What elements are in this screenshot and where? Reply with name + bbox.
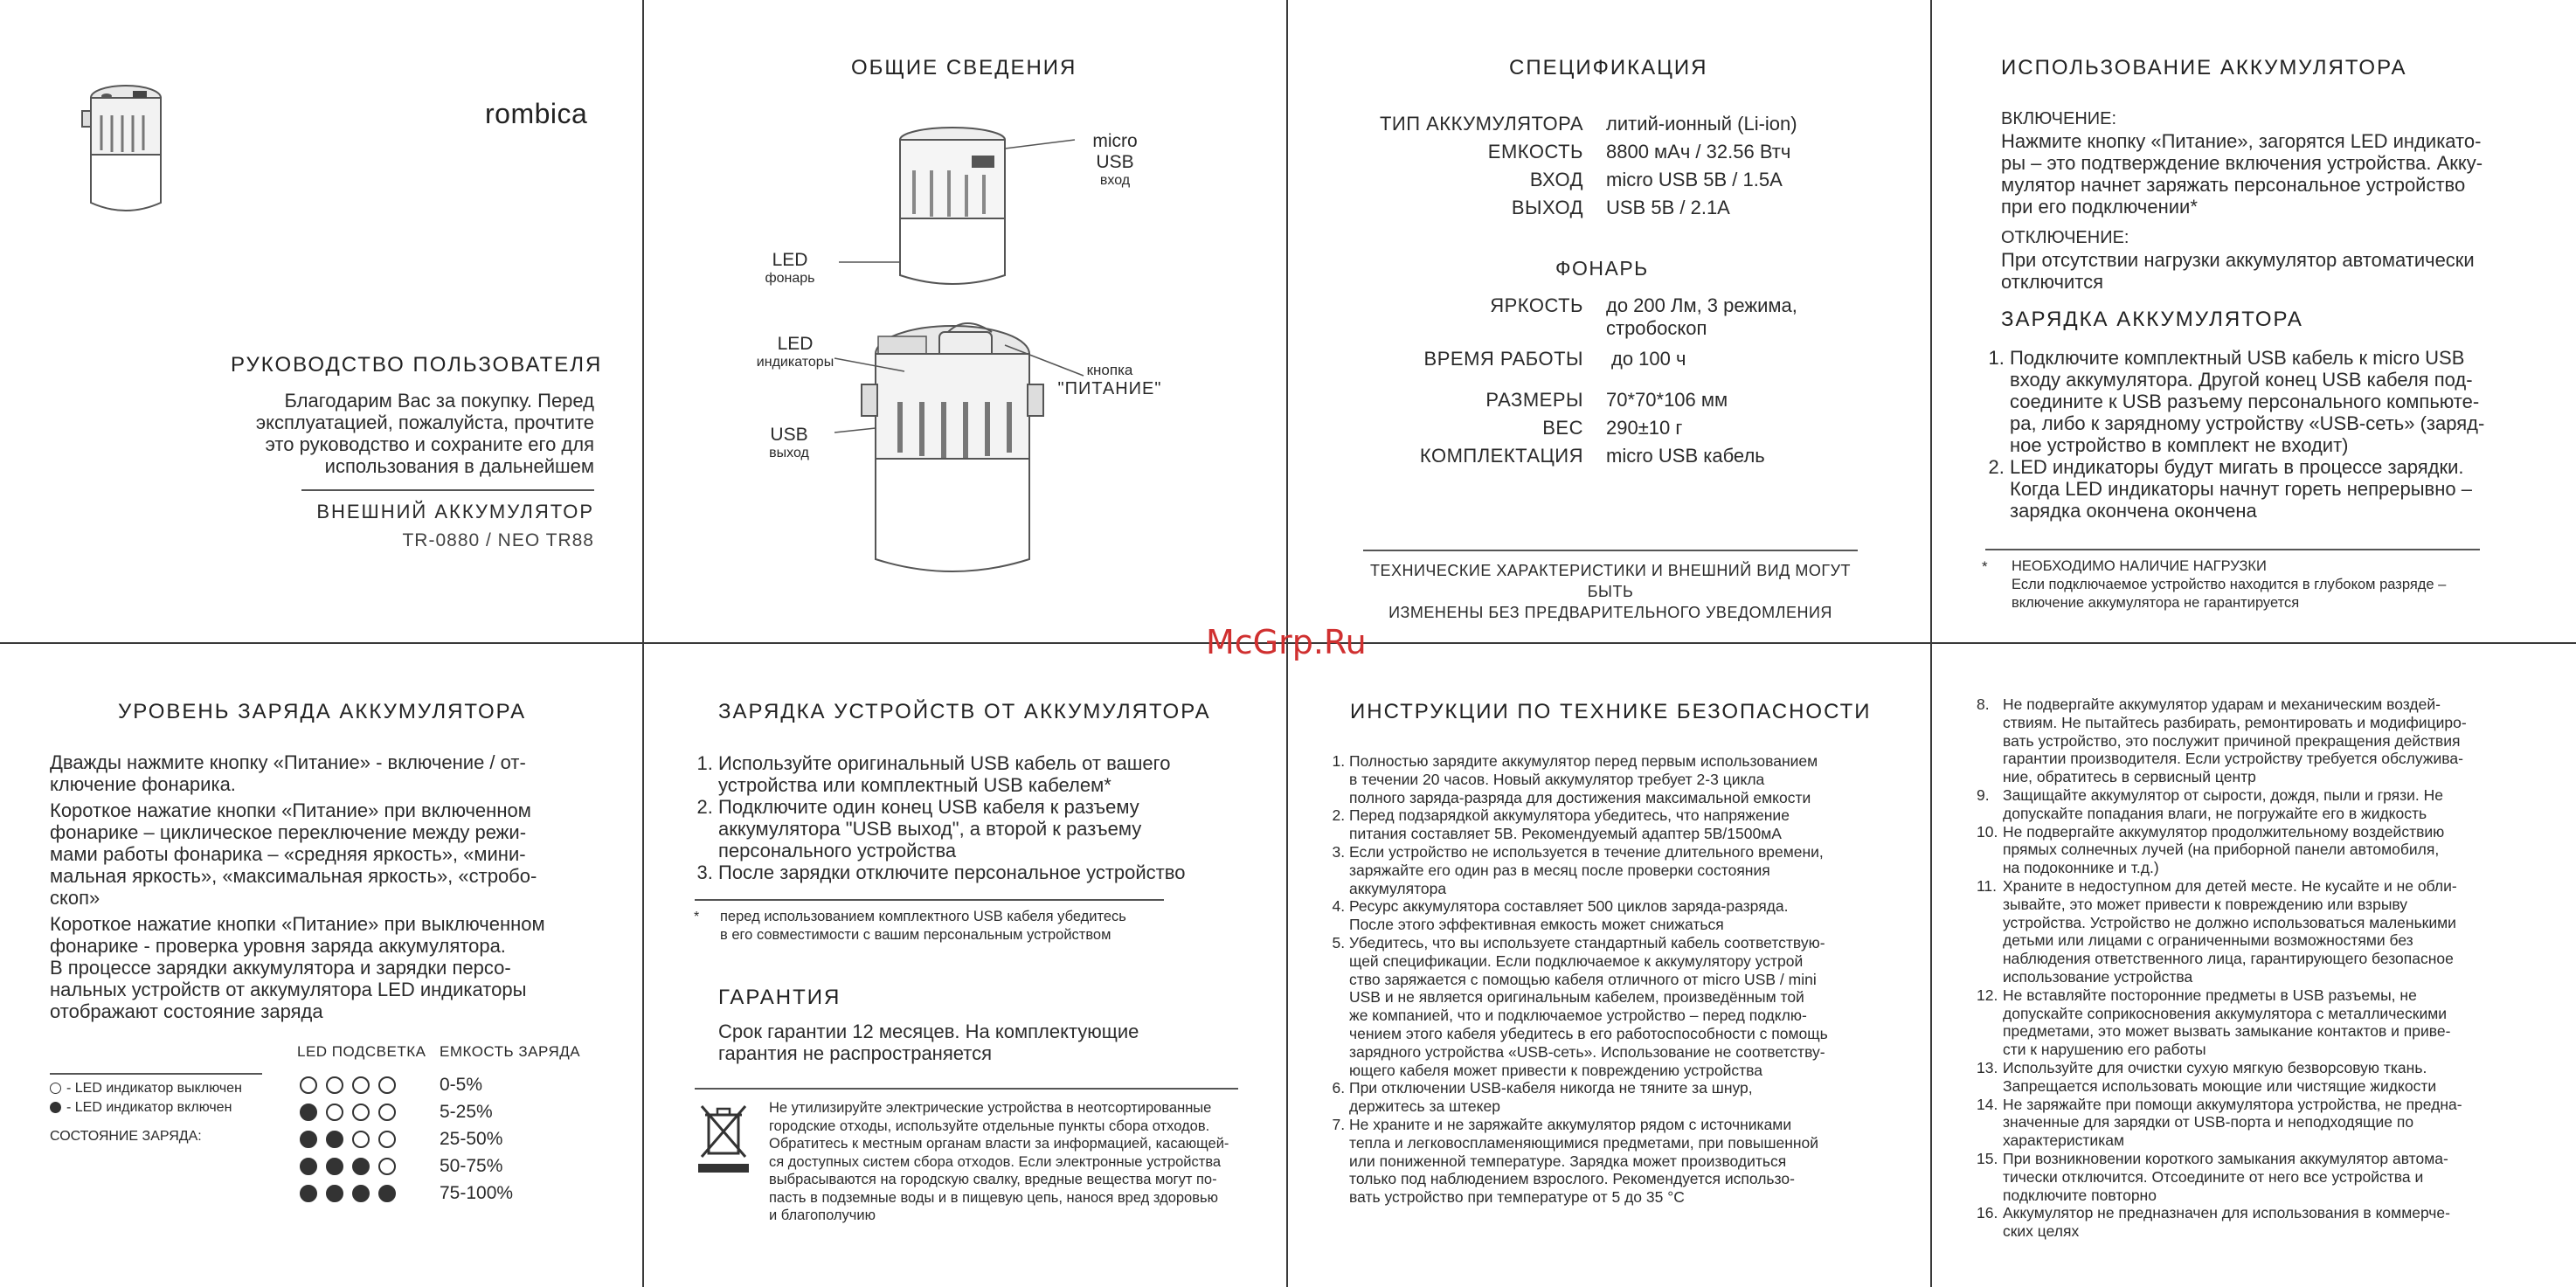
led-on-icon: [326, 1131, 343, 1148]
list-item: 4. Ресурс аккумулятора составляет 500 циклов заряда-разряда. После этого эффективная емкость может снижаться: [1349, 897, 1926, 934]
list-item: 2. Подключите один конец USB кабеля к разъему аккумулятора "USB выход", а второй к разъему персонального устройства: [718, 796, 1269, 861]
devices-title: ЗАРЯДКА УСТРОЙСТВ ОТ АККУМУЛЯТОРА: [718, 700, 1211, 723]
devices-footnote: перед использованием комплектного USB кабеля убедитесь в его совместимости с вашим персональным устройством: [720, 909, 1126, 943]
led-off-icon: [352, 1104, 370, 1121]
warranty-title: ГАРАНТИЯ: [718, 986, 841, 1009]
divider: [695, 1088, 1238, 1090]
led-on-icon: [326, 1158, 343, 1175]
product-name: ВНЕШНИЙ АККУМУЛЯТОР: [316, 501, 594, 522]
usage-footnote: НЕОБХОДИМО НАЛИЧИЕ НАГРУЗКИ Если подключаемое устройство находится в глубоком разряде – включение аккумулятора не гарантируется: [2012, 558, 2447, 611]
list-number: 8.: [1977, 695, 1990, 713]
capacity-value: 25-50%: [440, 1128, 503, 1149]
led-on-icon: [352, 1185, 370, 1202]
safety-list-continued: [1977, 695, 2545, 1241]
recycle-text: Не утилизируйте электрические устройства в неотсортированные городские отходы, используйте отдельные пункты сбора отходов. Обратитесь к местным органам власти за информацией, касающей- ся доступных систем сбора отходов. Если электронные устройства выбрасываются на городскую свалку, вредные вещества могут по- пасть в подземные воды и в пищевую цепь, нанося вред здоровью и благополучию: [769, 1100, 1229, 1223]
spec-row: КОМПЛЕКТАЦИЯ micro USB кабель: [1419, 445, 1765, 467]
col-led: LED ПОДСВЕТКА: [297, 1043, 426, 1060]
led-on-icon: [326, 1185, 343, 1202]
list-item: 13. Используйте для очистки сухую мягкую безворсовую ткань. Запрещается использовать моющие или чистящие жидкости: [1977, 1058, 2437, 1095]
usage-title: ИСПОЛЬЗОВАНИЕ АККУМУЛЯТОРА: [2001, 56, 2407, 80]
list-number: 15.: [1977, 1149, 1998, 1167]
capacity-value: 0-5%: [440, 1074, 483, 1095]
spec-row: ВЫХОД USB 5В / 2.1А: [1511, 197, 1730, 218]
col-capacity: ЕМКОСТЬ ЗАРЯДА: [440, 1043, 581, 1060]
led-on-icon: [300, 1158, 317, 1175]
led-on-icon: [300, 1104, 317, 1121]
list-item: 3. Если устройство не используется в течение длительного времени, заряжайте его один раз в месяц после проверки состояния аккумулятора: [1349, 843, 1926, 897]
list-item: 7. Не храните и не заряжайте аккумулятор рядом с источниками тепла и легковоспламеняющимися предметами, при повышенной или пониженной температуре. Зарядка может производиться только под наблюдением взрослого. Рекомендуется использо- вать устройство при температуре от 5 до 35 °С: [1349, 1116, 1926, 1207]
usage-off: ОТКЛЮЧЕНИЕ: При отсутствии нагрузки аккумулятор автоматически отключится: [2001, 228, 2475, 293]
list-item: 5. Убедитесь, что вы используете стандартный кабель соответствую- щей спецификации. Если подключаемое к аккумулятору устрой ство заряжается с помощью кабеля отличного от micro USB / mini USB и не является оригинальным кабелем, произведённым той же компанией, что и подключаемое устройство – перед подклю- чением этого кабеля убедитесь в его работоспособности с помощь зарядного устройства «USB-сеть». Использование не соответству- ющего кабеля может привести к повреждению устройства: [1349, 934, 1926, 1079]
led-on-icon: [300, 1185, 317, 1202]
list-item: 8. Не подвергайте аккумулятор ударам и механическим воздей- ствиям. Не пытайтесь разбирать, ремонтировать и модифициро- вать устройство, это послужит причиной прекращения действия гарантии производителя. Если устройству требуется обслужива- ние, обратитесь в сервисный центр: [1977, 695, 2467, 786]
charging-steps: [1984, 347, 2560, 522]
safety-title: ИНСТРУКЦИИ ПО ТЕХНИКЕ БЕЗОПАСНОСТИ: [1350, 700, 1872, 723]
list-item: 11. Храните в недоступном для детей месте. Не кусайте и не обли- зывайте, это может привести к повреждению или взрыву устройства. Устройство не должно использоваться маленькими детьми или лицами с ограниченными возможностями без наблюдения ответственного лица, гарантирующего безопасное использование устройства: [1977, 876, 2457, 986]
led-off-icon: [378, 1076, 396, 1094]
spec-row: ЕМКОСТЬ 8800 мАч / 32.56 Втч: [1487, 141, 1791, 163]
list-item: 1. Используйте оригинальный USB кабель от вашего устройства или комплектный USB кабелем*: [718, 752, 1269, 796]
manual-title: РУКОВОДСТВО ПОЛЬЗОВАТЕЛЯ: [231, 353, 603, 377]
charge-state-label: СОСТОЯНИЕ ЗАРЯДА:: [50, 1129, 202, 1144]
capacity-value: 75-100%: [440, 1182, 514, 1203]
list-item: 1. Полностью зарядите аккумулятор перед первым использованием в течении 20 часов. Новый аккумулятор требует 2-3 цикла полного заряда-разряда для достижения максимальной емкости: [1349, 752, 1926, 806]
led-level-row: [300, 1071, 513, 1098]
list-item: 2. LED индикаторы будут мигать в процессе зарядки. Когда LED индикаторы начнут гореть непрерывно – зарядка окончена окончена: [2010, 456, 2560, 522]
list-number: 11.: [1977, 876, 1998, 895]
spec-row: РАЗМЕРЫ 70*70*106 мм: [1485, 389, 1728, 411]
list-item: 12. Не вставляйте посторонние предметы в USB разъемы, не допускайте соприкосновения аккумулятора с металлическими предметами, это может вызвать замыкание контактов и приве- сти к нарушению его работы: [1977, 986, 2451, 1059]
led-level-row: [300, 1098, 513, 1125]
spec-row: ЯРКОСТЬ до 200 Лм, 3 режима, стробоскоп: [1490, 294, 1797, 339]
led-on-icon: [50, 1102, 61, 1113]
led-on-icon: [300, 1131, 317, 1148]
model-number: TR-0880 / NEO TR88: [402, 530, 594, 550]
label-usb-out: USB выход: [769, 425, 809, 460]
list-number: 10.: [1977, 822, 1998, 841]
warranty-text: Срок гарантии 12 месяцев. На комплектующие гарантия не распространяется: [718, 1021, 1139, 1064]
led-off-icon: [326, 1104, 343, 1121]
usage-on: ВКЛЮЧЕНИЕ: Нажмите кнопку «Питание», загорятся LED индикато- ры – это подтверждение включения устройства. Акку- мулятор начнет заряжать персональное устройство при его подключении*: [2001, 109, 2483, 218]
led-off-icon: [300, 1076, 317, 1094]
spec-row: ВХОД micro USB 5В / 1.5А: [1529, 169, 1783, 190]
list-item: 9. Защищайте аккумулятор от сырости, дождя, пыли и грязи. Не допускайте попадания влаги, не погружайте его в жидкость: [1977, 785, 2443, 822]
led-off-icon: [50, 1083, 61, 1094]
charging-title: ЗАРЯДКА АККУМУЛЯТОРА: [2001, 308, 2303, 331]
list-number: 14.: [1977, 1095, 1998, 1113]
led-off-icon: [378, 1131, 396, 1148]
devices-foot-star: *: [694, 910, 700, 924]
list-item: 10. Не подвергайте аккумулятор продолжительному воздействию прямых солнечных лучей (на приборной панели автомобиля, на подоконнике и т.д.): [1977, 822, 2445, 877]
list-item: 3. После зарядки отключите персональное устройство: [718, 861, 1269, 883]
label-led-indicators: LED индикаторы: [756, 334, 834, 370]
powerbank-icon: [80, 80, 177, 220]
led-on-icon: [378, 1185, 396, 1202]
led-on-icon: [352, 1158, 370, 1175]
label-led-lamp: LED фонарь: [765, 250, 815, 286]
led-level-row: [300, 1152, 513, 1180]
divider: [695, 899, 1164, 901]
specs-title: СПЕЦИФИКАЦИЯ: [1509, 56, 1708, 80]
divider: [1985, 549, 2480, 550]
divider: [301, 489, 594, 491]
led-off-icon: [378, 1158, 396, 1175]
list-item: 6. При отключении USB-кабеля никогда не тяните за шнур, держитесь за штекер: [1349, 1079, 1926, 1116]
list-number: 12.: [1977, 986, 1998, 1004]
divider: [1363, 550, 1858, 551]
devices-steps: [692, 752, 1269, 883]
safety-list: [1330, 752, 1926, 1207]
spec-row: ВРЕМЯ РАБОТЫ до 100 ч: [1423, 348, 1686, 370]
general-title: ОБЩИЕ СВЕДЕНИЯ: [851, 56, 1077, 80]
watermark: McGrp.Ru: [1206, 623, 1367, 661]
led-off-icon: [378, 1104, 396, 1121]
led-level-row: [300, 1125, 513, 1152]
label-micro-usb: micro USB вход: [1092, 131, 1138, 188]
list-item: 2. Перед подзарядкой аккумулятора убедитесь, что напряжение питания составляет 5В. Рекомендуемый адаптер 5В/1500мА: [1349, 806, 1926, 843]
list-number: 9.: [1977, 785, 1990, 804]
list-item: 14. Не заряжайте при помощи аккумулятора устройства, не предна- значенные для зарядки от USB-порта и неподходящие по характеристикам: [1977, 1095, 2462, 1150]
led-off-icon: [352, 1076, 370, 1094]
capacity-value: 50-75%: [440, 1155, 503, 1176]
list-number: 16.: [1977, 1204, 1998, 1222]
led-level-row: [300, 1180, 513, 1207]
level-text: Дважды нажмите кнопку «Питание» - включение / от- ключение фонарика. Короткое нажатие кнопки «Питание» при включенном фонарике – циклическое переключение между режи- мами работы фонарика – «средняя яркость», «мини- мальная яркость», «максимальная яркость», «стробо- скоп» Короткое нажатие кнопки «Питание» при выключенном фонарике - проверка уровня заряда аккумулятора. В процессе зарядки аккумулятора и зарядки персо- нальных устройств от аккумулятора LED индикаторы отображают состояние заряда: [50, 751, 545, 1022]
spec-row: ТИП АККУМУЛЯТОРА литий-ионный (Li-ion): [1379, 113, 1797, 135]
led-table: [300, 1071, 513, 1207]
list-item: 1. Подключите комплектный USB кабель к micro USB входу аккумулятора. Другой конец USB кабеля под- соедините к USB разъему персонального компьюте- ра, либо к зарядному устройству «USB-сеть» (заряд- ное устройство в комплект не входит): [2010, 347, 2560, 456]
list-item: 16. Аккумулятор не предназначен для использования в коммерче- ских целях: [1977, 1204, 2450, 1241]
specs-note: ТЕХНИЧЕСКИЕ ХАРАКТЕРИСТИКИ И ВНЕШНИЙ ВИД МОГУТ БЫТЬ ИЗМЕНЕНЫ БЕЗ ПРЕДВАРИТЕЛЬНОГО УВЕДОМЛЕНИЯ: [1369, 562, 1851, 621]
brand-logo: rombica: [485, 98, 588, 129]
list-number: 13.: [1977, 1058, 1998, 1076]
list-item: 15. При возникновении короткого замыкания аккумулятор автома- тически отключится. Отсоедините от него все устройства и подключите повторно: [1977, 1149, 2448, 1204]
lamp-title: ФОНАРЬ: [1555, 257, 1649, 280]
led-off-icon: [326, 1076, 343, 1094]
level-title: УРОВЕНЬ ЗАРЯДА АККУМУЛЯТОРА: [118, 700, 527, 723]
usage-foot-star: *: [1982, 558, 1988, 575]
capacity-value: 5-25%: [440, 1101, 493, 1122]
crossed-bin-icon: [696, 1103, 751, 1176]
spec-row: ВЕС 290±10 г: [1542, 417, 1683, 439]
led-off-icon: [352, 1131, 370, 1148]
legend: - LED индикатор выключен - LED индикатор включен: [50, 1079, 242, 1117]
label-power-button: кнопка "ПИТАНИЕ": [1057, 362, 1162, 398]
divider: [50, 1073, 262, 1075]
cover-intro: Благодарим Вас за покупку. Перед эксплуатацией, пожалуйста, прочтите это руководство и сохраните его для использования в дальнейшем: [255, 390, 594, 477]
